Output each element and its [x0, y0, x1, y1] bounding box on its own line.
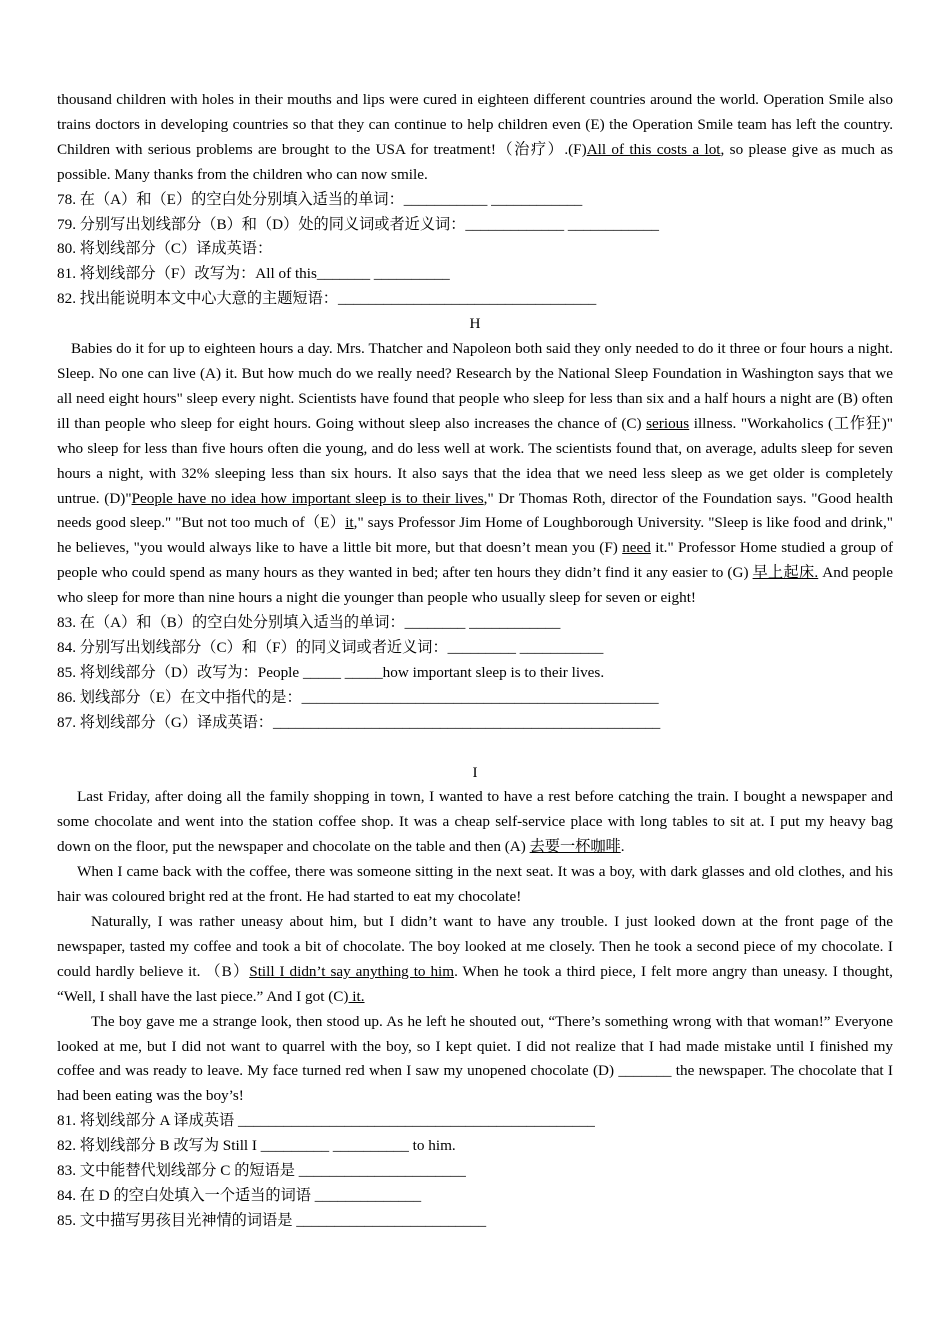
question-i-82: 82. 将划线部分 B 改写为 Still I _________ __________ to him.	[57, 1137, 456, 1155]
text-run: ," Dr Thomas Roth, director of the Foundation says. "Good health needs good sleep." "But not too much of（E）	[57, 489, 893, 532]
question-78: 78. 在（A）和（E）的空白处分别填入适当的单词：___________ ____________	[57, 190, 583, 208]
worksheet-page	[57, 88, 893, 1234]
underlined-phrase-a: 去要一杯咖啡	[529, 838, 621, 856]
question-84: 84. 分别写出划线部分（C）和（F）的同义词或者近义词：_________ ___________	[57, 638, 604, 656]
text-run: And people who sleep for more than nine hours a night die younger than people who usually sleep for seven or eight!	[57, 564, 894, 607]
text-run: , so please give as much as possible. Many thanks from the children who can now smile.	[57, 140, 893, 183]
passage-h-paragraph	[57, 337, 893, 611]
question-i-81: 81. 将划线部分 A 译成英语 _______________________________________________	[57, 1112, 595, 1130]
passage-i-paragraph-3	[57, 910, 893, 1010]
text-run: ," says Professor Jim Home of Loughborough University. "Sleep is like food and drink," he believes, "you would always like to have a little bit more, but that doesn’t mean you (F)	[57, 514, 893, 557]
underlined-sentence-d: People have no idea how important sleep is to their lives	[131, 489, 484, 507]
question-79: 79. 分别写出划线部分（B）和（D）处的同义词或者近义词：_____________ ____________	[57, 215, 660, 233]
question-i-84: 84. 在 D 的空白处填入一个适当的词语 ______________	[57, 1186, 422, 1204]
text-run: it." Professor Home studied a group of people who could spend as many hours as they wanted in bed; after ten hours they didn’t find it any easier to (G)	[57, 539, 894, 582]
text-run: Naturally, I was rather uneasy about him, but I didn’t want to have any trouble. I just looked down at the front page of the newspaper, tasted my coffee and took a bit of chocolate. The boy looked at me closely. Then he took a second piece of my chocolate. I could hardly believe it. （B）	[57, 913, 893, 980]
question-i-85: 85. 文中描写男孩目光神情的词语是 _________________________	[57, 1211, 487, 1229]
question-80: 80. 将划线部分（C）译成英语：	[57, 240, 273, 258]
text-run: Babies do it for up to eighteen hours a day. Mrs. Thatcher and Napoleon both said they only needed to do it three or four hours a night. Sleep. No one can live (A) it. But how much do we really need? Research by the National Sleep Foundation in Washington says that we all need eight hours" sleep every night. Scientists have found that people who sleep for less than six and a half hours a night are (B) often ill than people who sleep for eight hours. Going without sleep also increases the chance of (C)	[57, 340, 893, 432]
passage-i-paragraph-2: When I came back with the coffee, there was someone sitting in the next seat. It was a boy, with dark glasses and old clothes, and his hair was coloured bright red at the front. He had started to eat my chocolate!	[57, 863, 893, 906]
spacer	[57, 736, 893, 761]
question-87: 87. 将划线部分（G）译成英语：___________________________________________________	[57, 713, 661, 731]
text-run: .	[620, 838, 625, 856]
underlined-word-c: serious	[646, 414, 690, 432]
question-i-83: 83. 文中能替代划线部分 C 的短语是 ______________________	[57, 1162, 466, 1180]
question-81: 81. 将划线部分（F）改写为：All of this_______ __________	[57, 265, 450, 283]
text-run: Last Friday, after doing all the family shopping in town, I wanted to have a rest before catching the train. I bought a newspaper and some chocolate and went into the station coffee shop. It was a cheap self-service place with long tables to sit at. I put my heavy bag down on the floor, put the newspaper and chocolate on the table and then (A)	[57, 788, 893, 856]
underlined-word-c: it.	[348, 987, 365, 1005]
question-82: 82. 找出能说明本文中心大意的主题短语：__________________________________	[57, 290, 597, 308]
question-86: 86. 划线部分（E）在文中指代的是：_______________________________________________	[57, 688, 659, 706]
passage-i-paragraph-4: The boy gave me a strange look, then stood up. As he left he shouted out, “There’s something wrong with that woman!” Everyone looked at me, but I did not want to quarrel with the boy, so I kept quiet. I did not realize that I had made mistake until I finished my coffee and was ready to leave. My face turned red when I saw my unopened chocolate (D) _______ the newspaper. The chocolate that I had been eating was the boy’s!	[57, 1012, 893, 1105]
underlined-sentence-b: Still I didn’t say anything to him	[249, 962, 455, 980]
passage-g-paragraph	[57, 88, 893, 188]
underlined-word-e: it	[345, 514, 354, 532]
underlined-phrase-f: All of this costs a lot	[586, 140, 721, 158]
question-83: 83. 在（A）和（B）的空白处分别填入适当的单词：________ ____________	[57, 614, 561, 632]
text-run: . When he took a third piece, I felt more angry than uneasy. I thought, “Well, I shall have the last piece.” And I got (C)	[57, 962, 893, 1005]
section-heading-h: H	[469, 315, 481, 333]
text-run: thousand children with holes in their mouths and lips were cured in eighteen different countries around the world. Operation Smile also trains doctors in developing countries so that they can continue to help children even (E) the Operation Smile team has left the country. Children with serious problems are brought to the USA for treatment!（治疗）.(F)	[57, 91, 893, 158]
passage-i-paragraph-1	[57, 785, 893, 860]
section-heading-i: I	[472, 763, 478, 781]
underlined-word-f: need	[622, 539, 651, 557]
question-85: 85. 将划线部分（D）改写为：People _____ _____how important sleep is to their lives.	[57, 663, 605, 681]
underlined-phrase-g: 早上起床.	[752, 564, 819, 582]
text-run: illness. "Workaholics (工作狂)" who sleep for less than five hours often die young, and do less well at work. The scientists found that, on average, adults sleep for seven hours a night, with 32% sleeping less than six hours. It also says that the idea that we need less sleep as we get older is completely untrue. (D)"	[57, 414, 893, 507]
